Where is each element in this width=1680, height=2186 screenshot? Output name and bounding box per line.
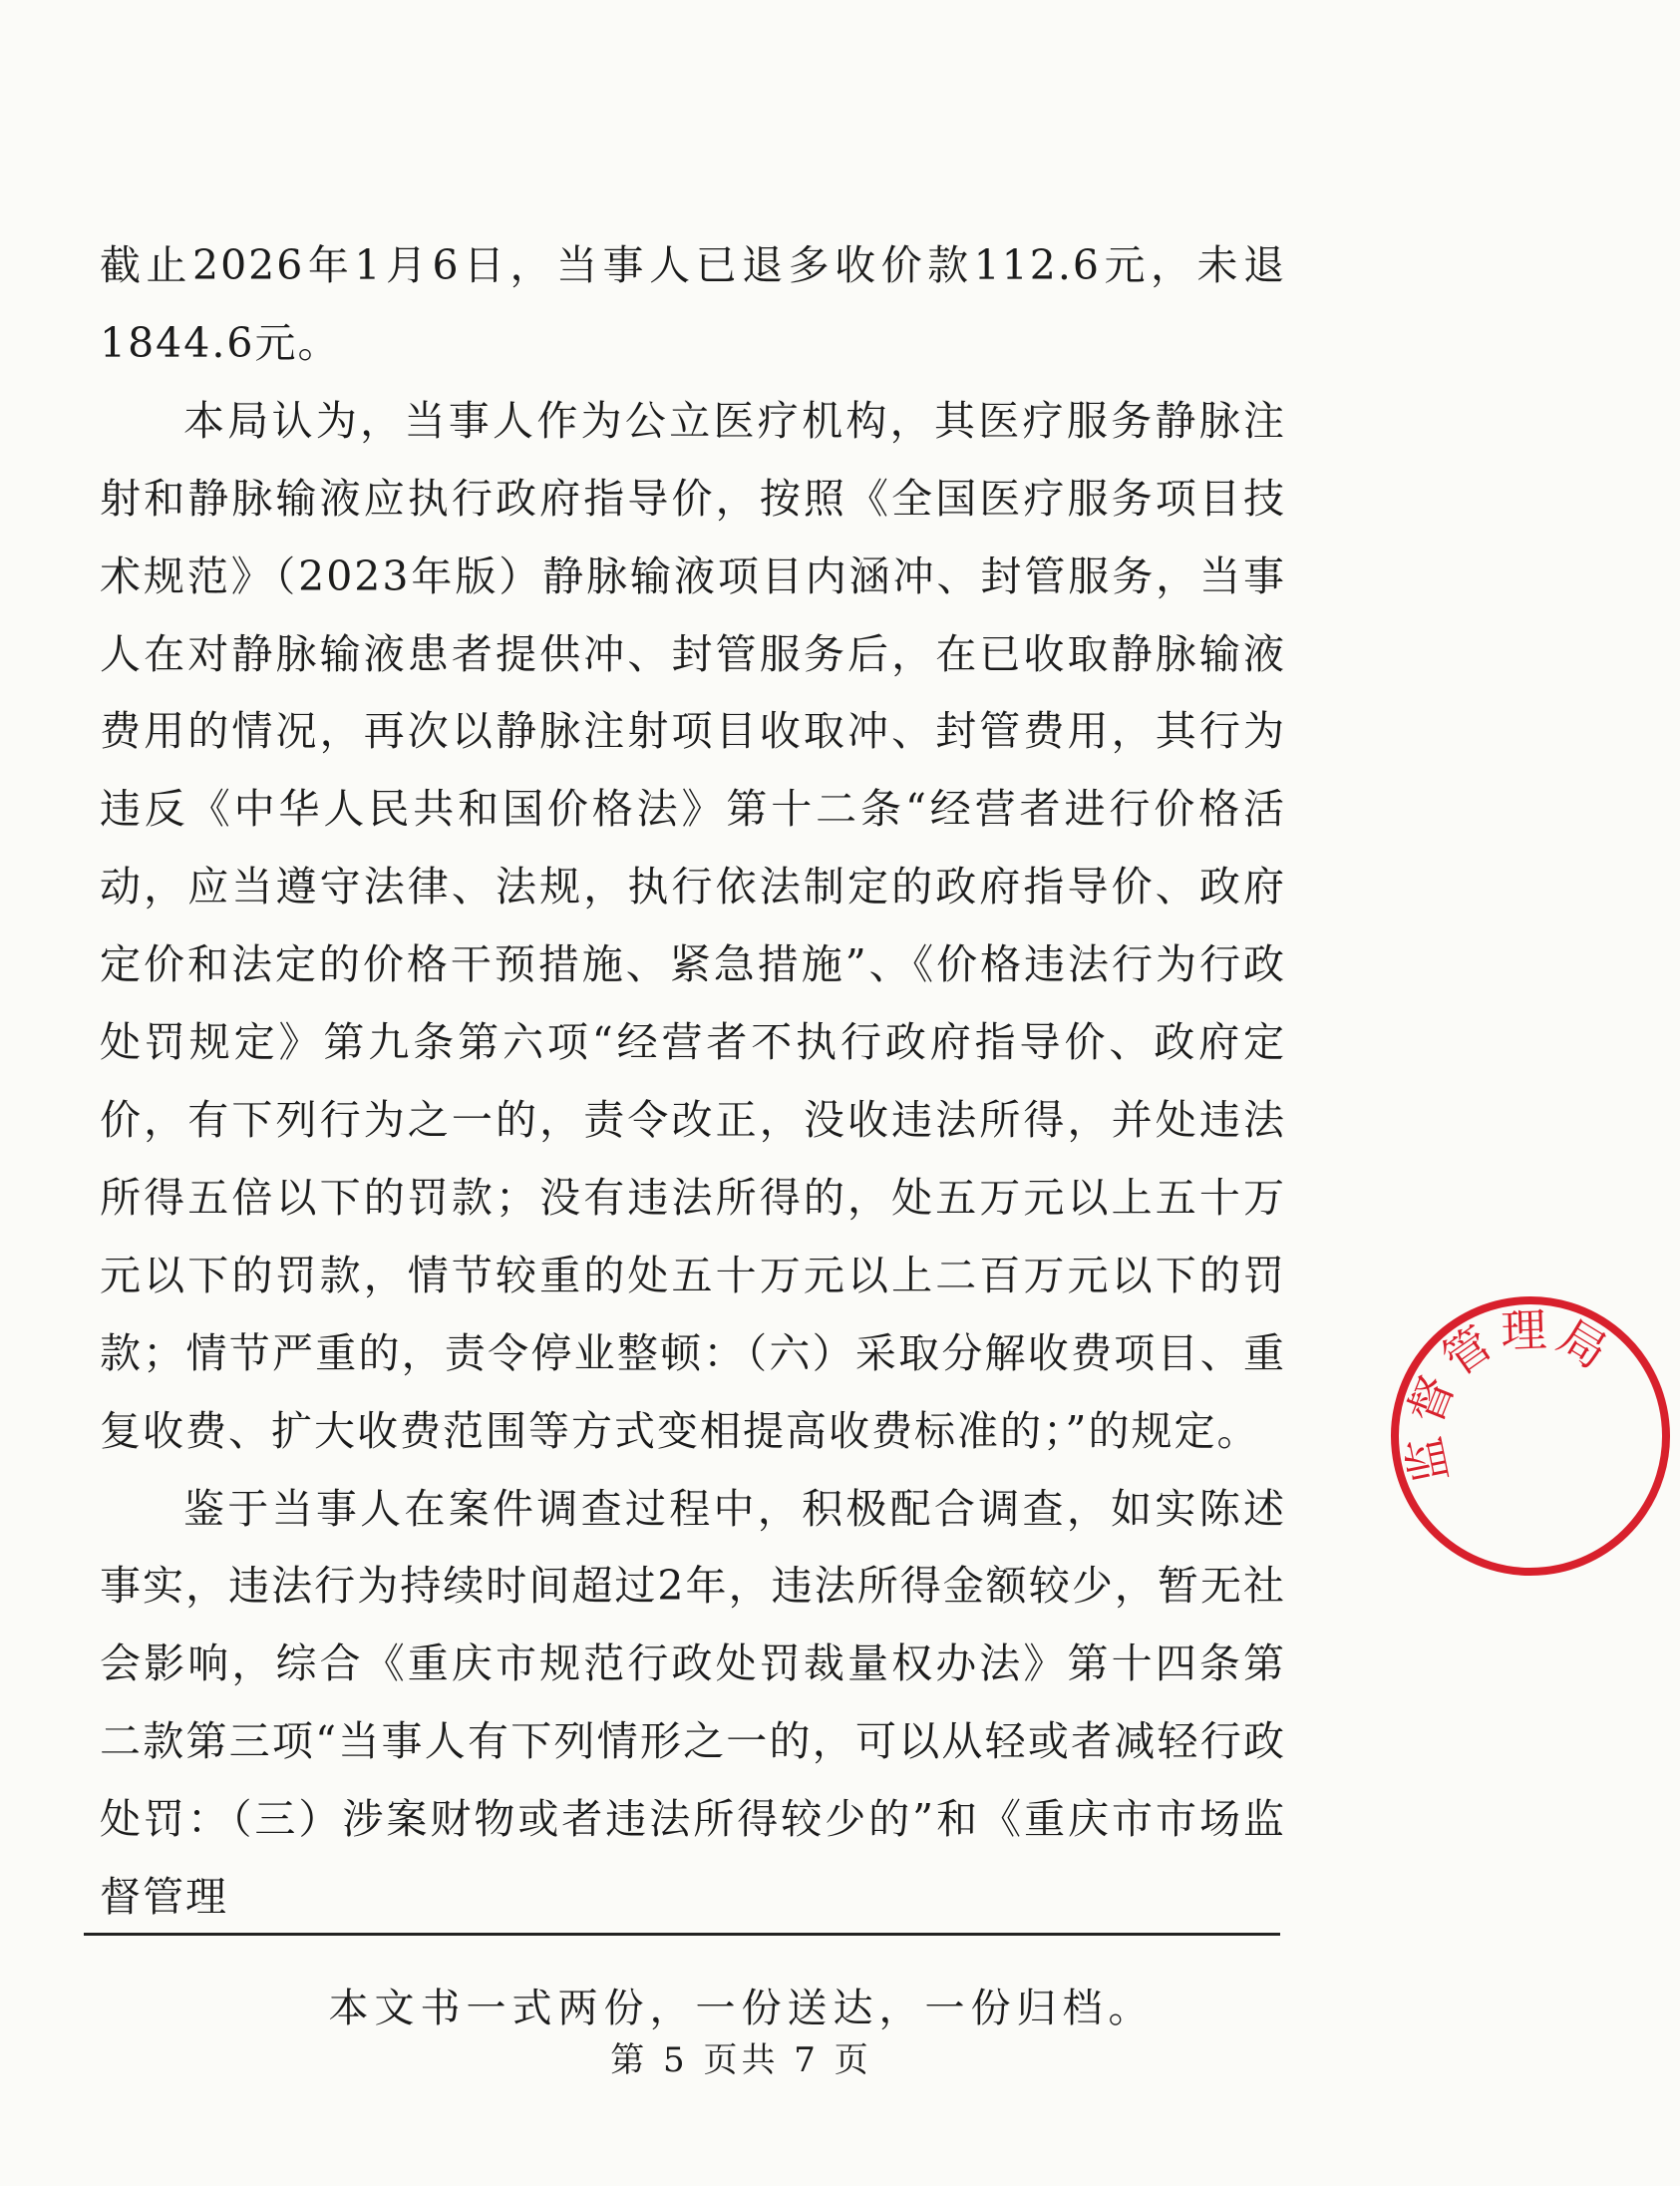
page-number: 第 5 页共 7 页	[610, 2040, 872, 2080]
paragraph-refund-status: 截止2026年1月6日，当事人已退多收价款112.6元，未退1844.6元。	[100, 241, 1286, 367]
footer-divider	[84, 1933, 1280, 1936]
body-text	[100, 227, 1286, 1937]
paragraph-mitigation: 鉴于当事人在案件调查过程中，积极配合调查，如实陈述事实，违法行为持续时间超过2年，违法所得金额较少，暂无社会影响，综合《重庆市规范行政处罚裁量权办法》第十四条第二款第三项“当事人有下列情形之一的，可以从轻或者减轻行政处罚：（三）涉案财物或者违法所得较少的”和《重庆市市场监督管理	[100, 1484, 1286, 1922]
paragraph-violation-analysis: 本局认为，当事人作为公立医疗机构，其医疗服务静脉注射和静脉输液应执行政府指导价，按照《全国医疗服务项目技术规范》（2023年版）静脉输液项目内涵冲、封管服务，当事人在对静脉输液患者提供冲、封管服务后，在已收取静脉输液费用的情况，再次以静脉注射项目收取冲、封管费用，其行为违反《中华人民共和国价格法》第十二条“经营者进行价格活动，应当遵守法律、法规，执行依法制定的政府指导价、政府定价和法定的价格干预措施、紧急措施”、《价格违法行为行政处罚规定》第九条第六项“经营者不执行政府指导价、政府定价，有下列行为之一的，责令改正，没收违法所得，并处违法所得五倍以下的罚款；没有违法所得的，处五万元以上五十万元以下的罚款，情节较重的处五十万元以上二百万元以下的罚款；情节严重的，责令停业整顿：（六）采取分解收费项目、重复收费、扩大收费范围等方式变相提高收费标准的；”的规定。	[100, 396, 1286, 1455]
official-seal	[1381, 1286, 1680, 1586]
footer-note: 本文书一式两份，一份送达，一份归档。	[328, 1986, 1155, 2031]
seal-text: 监督管理局	[1395, 1302, 1622, 1488]
